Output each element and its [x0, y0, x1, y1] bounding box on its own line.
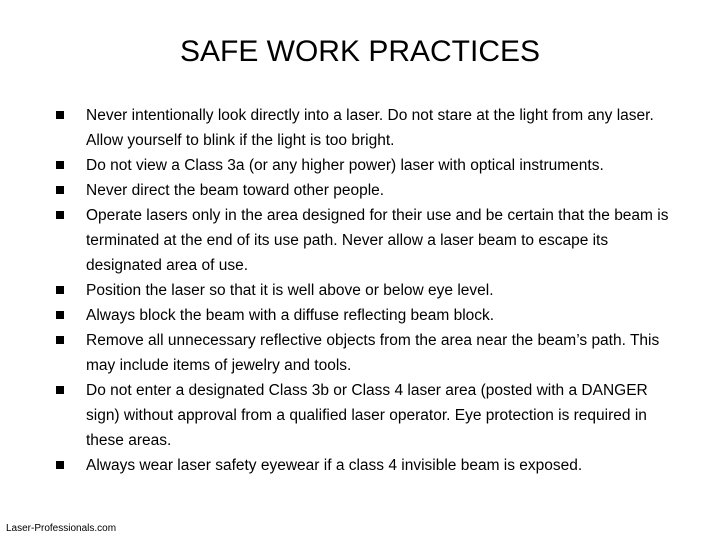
bullet-text: Position the laser so that it is well above or below eye level.	[86, 282, 494, 299]
bullet-item	[55, 178, 685, 203]
bullet-item	[55, 303, 685, 328]
square-bullet-icon	[56, 336, 64, 344]
square-bullet-icon	[56, 161, 64, 169]
bullet-item	[55, 103, 685, 153]
bullet-item	[55, 378, 685, 453]
bullet-list	[55, 103, 685, 478]
square-bullet-icon	[56, 211, 64, 219]
square-bullet-icon	[56, 386, 64, 394]
bullet-text: Never intentionally look directly into a laser. Do not stare at the light from any laser. Allow yourself to blink if the light is too bright.	[86, 107, 654, 149]
bullet-item	[55, 203, 685, 278]
bullet-item	[55, 278, 685, 303]
bullet-text: Always block the beam with a diffuse reflecting beam block.	[86, 307, 495, 324]
square-bullet-icon	[56, 286, 64, 294]
square-bullet-icon	[56, 186, 64, 194]
bullet-text: Never direct the beam toward other people.	[86, 182, 385, 199]
square-bullet-icon	[56, 311, 64, 319]
bullet-item	[55, 153, 685, 178]
slide-title: SAFE WORK PRACTICES	[179, 35, 541, 68]
bullet-text: Do not view a Class 3a (or any higher power) laser with optical instruments.	[86, 157, 604, 174]
footer-source: Laser-Professionals.com	[6, 523, 117, 534]
bullet-item	[55, 328, 685, 378]
bullet-text: Remove all unnecessary reflective objects from the area near the beam’s path. This may include items of jewelry and tools.	[86, 332, 660, 374]
bullet-text: Do not enter a designated Class 3b or Class 4 laser area (posted with a DANGER sign) without approval from a qualified laser operator. Eye protection is required in these areas.	[86, 382, 648, 449]
bullet-text: Operate lasers only in the area designed for their use and be certain that the beam is terminated at the end of its use path. Never allow a laser beam to escape its designated area of use.	[86, 207, 669, 274]
square-bullet-icon	[56, 461, 64, 469]
bullet-text: Always wear laser safety eyewear if a class 4 invisible beam is exposed.	[86, 457, 583, 474]
square-bullet-icon	[56, 111, 64, 119]
bullet-item	[55, 453, 685, 478]
